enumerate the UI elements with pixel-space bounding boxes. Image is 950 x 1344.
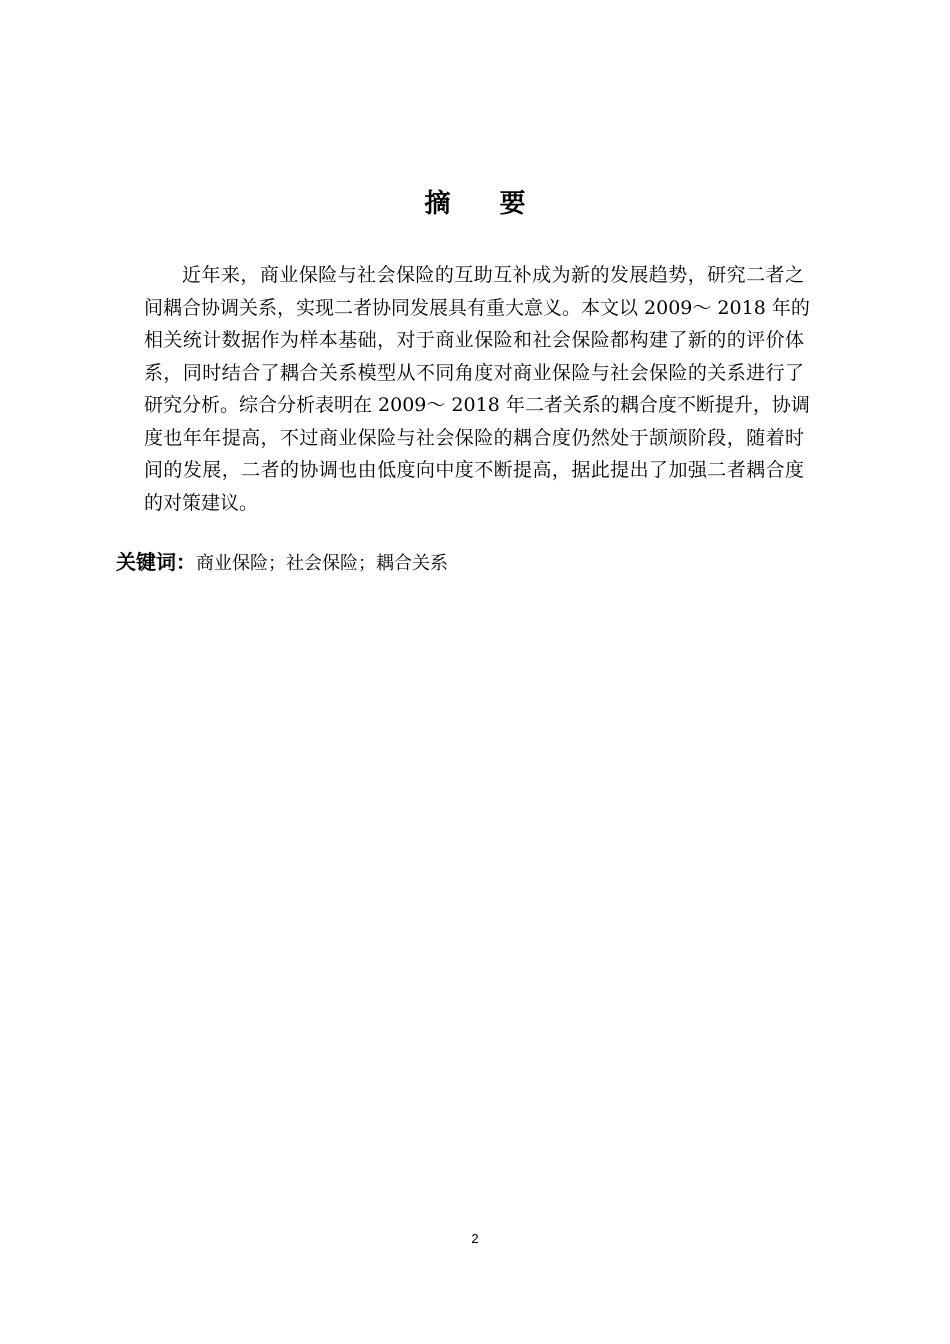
keywords-label: 关键词： [116,550,196,574]
abstract-line: 间的发展，二者的协调也由低度向中度不断提高，据此提出了加强二者耦合度 [144,459,804,481]
abstract-line: 近年来，商业保险与社会保险的互助互补成为新的发展趋势，研究二者之 [182,264,804,286]
keywords-value: 商业保险；社会保险；耦合关系 [196,553,448,574]
abstract-title: 摘 要 [424,189,546,219]
abstract-body [144,259,810,519]
page-number: 2 [471,1231,479,1246]
abstract-line: 系，同时结合了耦合关系模型从不同角度对商业保险与社会保险的关系进行了 [144,361,804,384]
abstract-line: 间耦合协调关系，实现二者协同发展具有重大意义。本文以 2009～ 2018 年的 [144,296,810,319]
abstract-line: 研究分析。综合分析表明在 2009～ 2018 年二者关系的耦合度不断提升，协调 [144,394,810,416]
abstract-line: 度也年年提高，不过商业保险与社会保险的耦合度仍然处于颉颃阶段，随着时 [144,426,804,449]
abstract-line: 的对策建议。 [144,491,259,514]
abstract-line: 相关统计数据作为样本基础，对于商业保险和社会保险都构建了新的的评价体 [144,329,804,351]
keywords-row [116,547,816,579]
